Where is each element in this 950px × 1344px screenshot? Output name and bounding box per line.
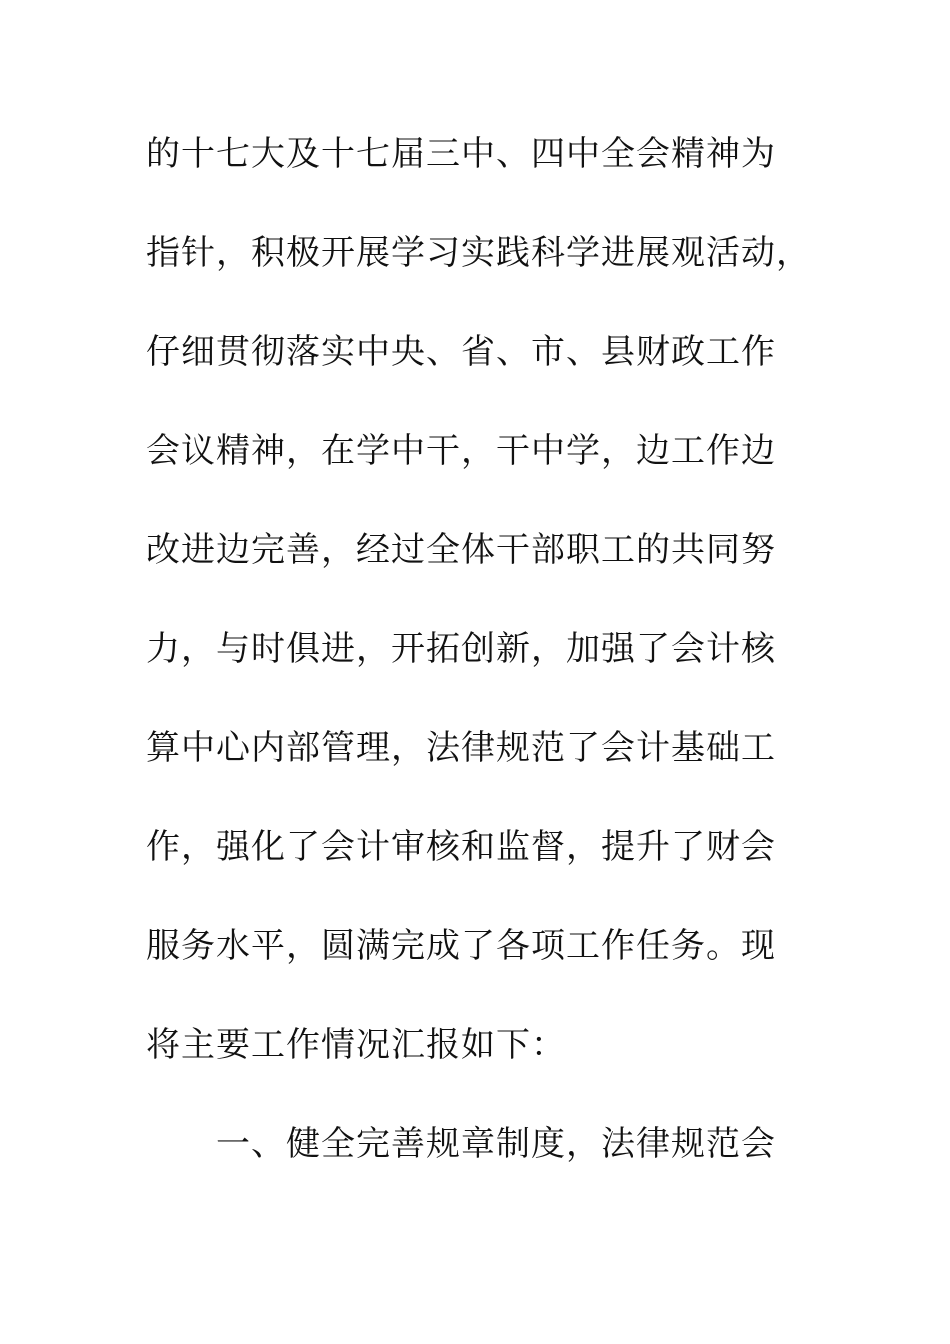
text-line-8: 作，强化了会计审核和监督，提升了财会 [146, 827, 776, 867]
text-line-1: 的十七大及十七届三中、四中全会精神为 [146, 134, 776, 174]
text-line-4: 会议精神，在学中干，干中学，边工作边 [146, 431, 776, 471]
text-line-10: 将主要工作情况汇报如下： [146, 1025, 566, 1065]
text-line-2: 指针，积极开展学习实践科学进展观活动， [146, 233, 811, 273]
text-line-5: 改进边完善，经过全体干部职工的共同努 [146, 530, 776, 570]
text-line-3: 仔细贯彻落实中央、省、市、县财政工作 [146, 332, 776, 372]
text-line-9: 服务水平，圆满完成了各项工作任务。现 [146, 926, 776, 966]
body-text [146, 124, 811, 1213]
section-heading-1: 一、健全完善规章制度，法律规范会 [216, 1124, 776, 1164]
text-line-6: 力，与时俱进，开拓创新，加强了会计核 [146, 629, 776, 669]
text-line-7: 算中心内部管理，法律规范了会计基础工 [146, 728, 776, 768]
